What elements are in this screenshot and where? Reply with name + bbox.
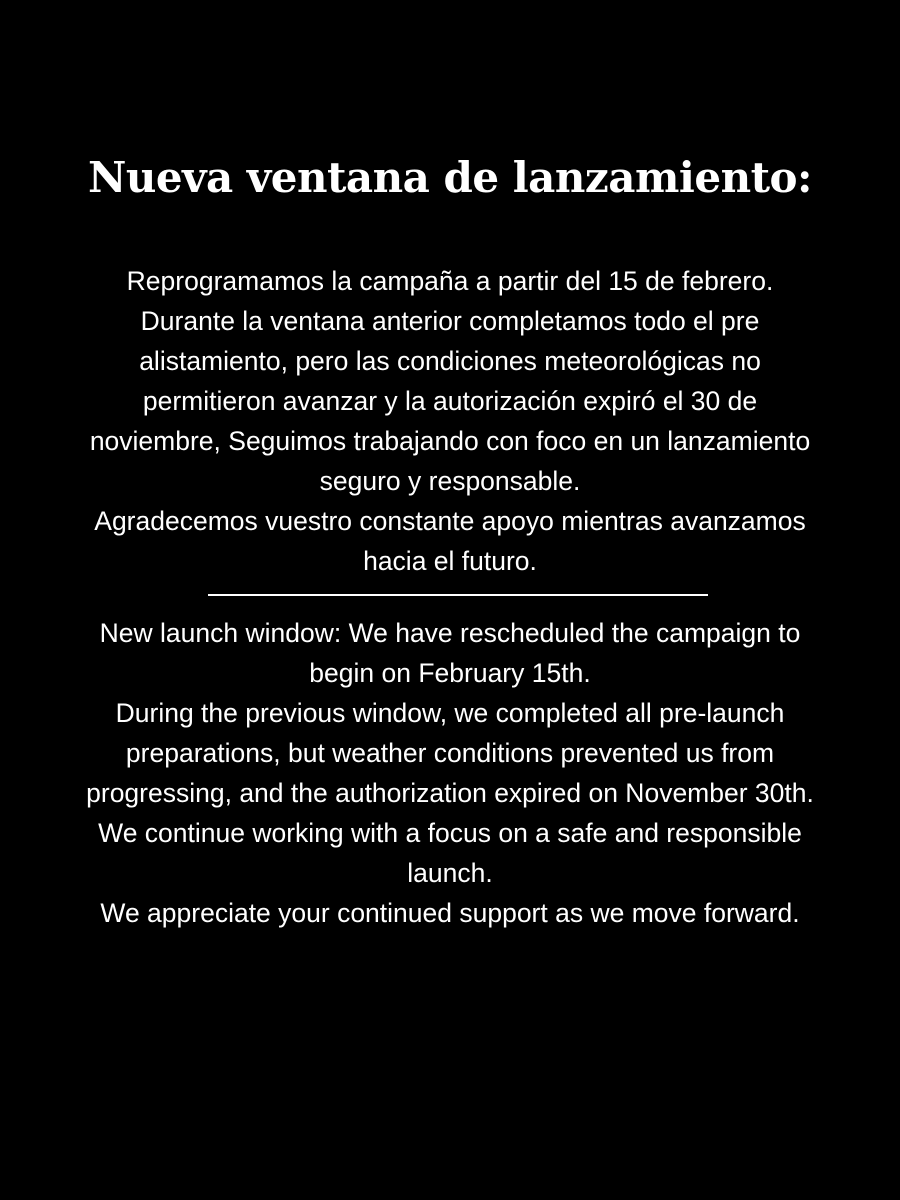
text-line: permitieron avanzar y la autorización expiró el 30 de — [142, 386, 758, 416]
english-announcement — [20, 613, 880, 933]
text-line: launch. — [407, 858, 493, 888]
text-line: Reprogramamos la campaña a partir del 15 de febrero. — [126, 266, 774, 296]
text-line: hacia el futuro. — [363, 546, 537, 576]
text-line: noviembre, Seguimos trabajando con foco en un lanzamiento — [89, 426, 811, 456]
text-line: New launch window: We have rescheduled the campaign to — [99, 618, 801, 648]
text-line: We continue working with a focus on a safe and responsible — [98, 818, 802, 848]
text-line: seguro y responsable. — [319, 466, 581, 496]
text-line: Durante la ventana anterior completamos todo el pre — [140, 306, 760, 336]
text-line: Agradecemos vuestro constante apoyo mientras avanzamos — [94, 506, 806, 536]
text-line: begin on February 15th. — [309, 658, 591, 688]
text-line: progressing, and the authorization expired on November 30th. — [86, 778, 814, 808]
text-line: We appreciate your continued support as we move forward. — [100, 898, 800, 928]
text-line: During the previous window, we completed all pre-launch — [115, 698, 785, 728]
text-line: preparations, but weather conditions prevented us from — [125, 738, 775, 768]
section-divider — [208, 594, 708, 596]
text-line: alistamiento, pero las condiciones meteorológicas no — [139, 346, 761, 376]
page-title: Nueva ventana de lanzamiento: — [87, 153, 813, 202]
spanish-announcement — [20, 261, 880, 581]
